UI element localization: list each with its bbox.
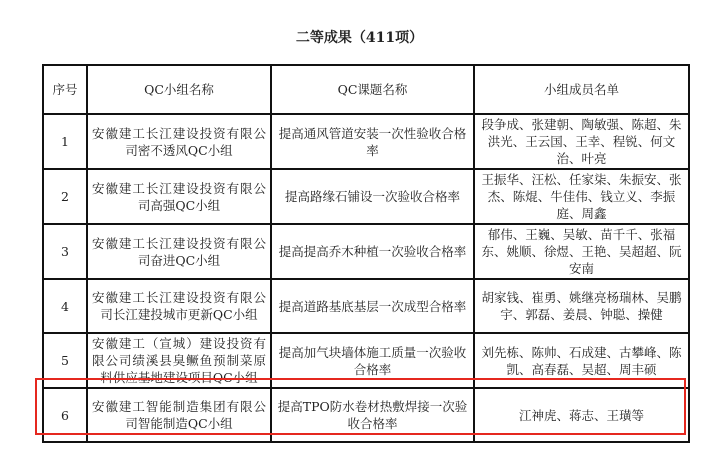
- table-row: [43, 224, 689, 279]
- row-number: 1: [43, 114, 87, 169]
- row-number: 2: [43, 169, 87, 224]
- results-table: [42, 64, 690, 443]
- group-name: 安徽建工（宣城）建设投资有限公司绩溪县臭鳜鱼预制菜原料供应基地建设项目QC小组: [87, 333, 271, 388]
- member-list: 郁伟、王巍、吴敏、苗千千、张福东、姚顺、徐煜、王艳、吴超超、阮安南: [474, 224, 689, 279]
- row-number: 5: [43, 333, 87, 388]
- header-group: QC小组名称: [87, 65, 271, 114]
- page-title: 二等成果（411项）: [295, 30, 424, 46]
- row-number: 4: [43, 279, 87, 333]
- table-row: [43, 114, 689, 169]
- row-number: 6: [43, 388, 87, 442]
- table-row: [43, 279, 689, 333]
- topic-name: 提高提高乔木种植一次验收合格率: [271, 224, 474, 279]
- table-row: [43, 169, 689, 224]
- topic-name: 提高通风管道安装一次性验收合格率: [271, 114, 474, 169]
- topic-name: 提高路缘石铺设一次验收合格率: [271, 169, 474, 224]
- row-number: 3: [43, 224, 87, 279]
- member-list: 江神虎、蒋志、王璜等: [474, 388, 689, 442]
- group-name: 安徽建工长江建设投资有限公司长江建投城市更新QC小组: [87, 279, 271, 333]
- table-header-row: [43, 65, 689, 114]
- group-name: 安徽建工智能制造集团有限公司智能制造QC小组: [87, 388, 271, 442]
- topic-name: 提高道路基底基层一次成型合格率: [271, 279, 474, 333]
- topic-name: 提高加气块墙体施工质量一次验收合格率: [271, 333, 474, 388]
- table-row: [43, 388, 689, 442]
- topic-name: 提高TPO防水卷材热敷焊接一次验收合格率: [271, 388, 474, 442]
- header-topic: QC课题名称: [271, 65, 474, 114]
- member-list: 刘先栋、陈帅、石成建、古攀峰、陈凯、高春磊、吴超、周丰硕: [474, 333, 689, 388]
- header-no: 序号: [43, 65, 87, 114]
- group-name: 安徽建工长江建设投资有限公司高强QC小组: [87, 169, 271, 224]
- member-list: 王振华、汪松、任家柒、朱振安、张杰、陈焜、牛佳伟、钱立义、李振庭、周鑫: [474, 169, 689, 224]
- header-members: 小组成员名单: [474, 65, 689, 114]
- group-name: 安徽建工长江建设投资有限公司密不透风QC小组: [87, 114, 271, 169]
- table-row: [43, 333, 689, 388]
- member-list: 段争成、张建朝、陶敏强、陈超、朱洪光、王云国、王幸、程锐、何文治、叶亮: [474, 114, 689, 169]
- member-list: 胡家钱、崔勇、姚继亮杨瑞林、吴鹏宇、郭磊、姜晨、钟聪、操健: [474, 279, 689, 333]
- group-name: 安徽建工长江建设投资有限公司奋进QC小组: [87, 224, 271, 279]
